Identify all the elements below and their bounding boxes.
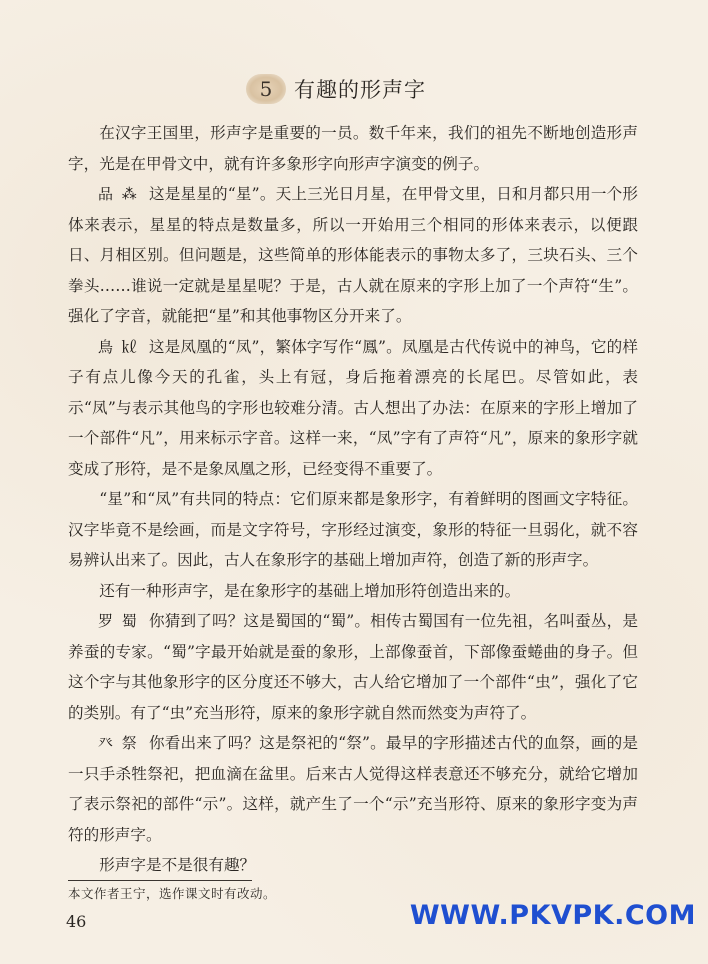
footnote-divider	[68, 880, 252, 881]
paragraph-text: 你看出来了吗？这是祭祀的“祭”。最早的字形描述古代的血祭，画的是一只手杀牲祭祀，把血滴在盆里。后来古人觉得这样表意还不够充分，就给它增加了表示祭祀的部件“示”。这样，就产生了一个“示”充当形符、原来的象形字变为声符的形声字。	[68, 734, 638, 844]
lesson-header	[246, 72, 426, 106]
ancient-glyph-xing: 品 ⁂	[98, 185, 139, 203]
paragraph	[68, 576, 638, 607]
paragraph-text: 这是星星的“星”。天上三光日月星，在甲骨文里，日和月都只用一个形体来表示，星星的特点是数量多，所以一开始用三个相同的形体来表示，以便跟日、月相区别。但问题是，这些简单的形体能表示的事物太多了，三块石头、三个拳头……谁说一定就是星星呢？于是，古人就在原来的字形上加了一个声符“生”。强化了字音，就能把“星”和其他事物区分开来了。	[68, 185, 638, 325]
paragraph	[68, 728, 638, 850]
paragraph-text: 这是凤凰的“凤”，繁体字写作“鳳”。凤凰是古代传说中的神鸟，它的样子有点儿像今天的孔雀，头上有冠，身后拖着漂亮的长尾巴。尽管如此，表示“凤”与表示其他鸟的字形也较难分清。古人想出了办法：在原来的字形上增加了一个部件“凡”，用来标示字音。这样一来，“凤”字有了声符“凡”，原来的象形字就变成了形符，是不是象凤凰之形，已经变得不重要了。	[68, 337, 638, 478]
source-note: 本文作者王宁，选作课文时有改动。	[68, 886, 277, 901]
paragraph	[68, 179, 638, 332]
paragraph	[68, 332, 638, 485]
paragraph	[68, 118, 638, 179]
paragraph-text: 还有一种形声字，是在象形字的基础上增加形符创造出来的。	[99, 581, 521, 600]
paragraph	[68, 606, 638, 728]
ancient-glyph-shu: 罗 蜀	[98, 612, 139, 630]
ancient-glyph-ji: 癶 祭	[98, 734, 139, 752]
watermark: WWW.PKVPK.COM	[409, 900, 696, 931]
lesson-number-badge: 5	[246, 74, 286, 104]
paragraph-text: “星”和“凤”有共同的特点：它们原来都是象形字，有着鲜明的图画文字特征。汉字毕竟不是绘画，而是文字符号，字形经过演变，象形的特征一旦弱化，就不容易辨认出来了。因此，古人在象形字的基础上增加声符，创造了新的形声字。	[68, 490, 638, 569]
closing-question: 形声字是不是很有趣？	[99, 856, 256, 874]
paragraph	[68, 484, 638, 576]
page-number: 46	[66, 912, 87, 931]
paragraph-text: 你猜到了吗？这是蜀国的“蜀”。相传古蜀国有一位先祖，名叫蚕丛，是养蚕的专家。“蜀”字最开始就是蚕的象形，上部像蚕首，下部像蚕蜷曲的身子。但这个字与其他象形字的区分度还不够大，古人给它增加了一个部件“虫”，强化了它的类别。有了“虫”充当形符，原来的象形字就自然而然变为声符了。	[68, 612, 638, 722]
paragraph-text: 在汉字王国里，形声字是重要的一员。数千年来，我们的祖先不断地创造形声字，光是在甲骨文中，就有许多象形字向形声字演变的例子。	[68, 124, 638, 173]
lesson-title: 有趣的形声字	[294, 78, 426, 102]
article-body	[68, 118, 638, 881]
ancient-glyph-feng: 鳥 ㎘	[98, 337, 139, 356]
